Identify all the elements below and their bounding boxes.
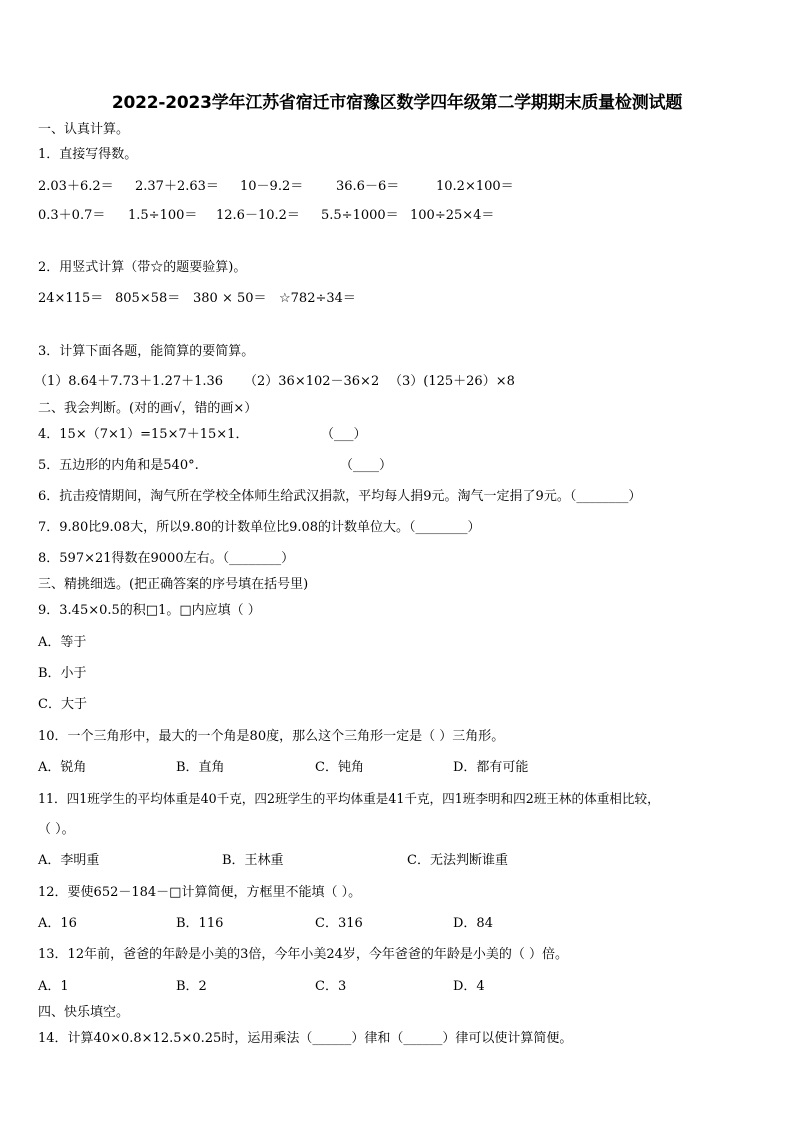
calc-item: ☆782÷34＝	[279, 291, 356, 306]
calc-item: 5.5÷1000＝	[321, 208, 399, 223]
question-text: 5．五边形的内角和是540°.	[38, 458, 199, 473]
question-11: 11．四1班学生的平均体重是40千克，四2班学生的平均体重是41千克，四1班李明和四2班王林的体重相比较，	[38, 791, 660, 806]
calc-item: （1）8.64＋7.73＋1.27＋1.36	[34, 374, 224, 389]
option-c: C．316	[315, 916, 363, 931]
calc-item: 24×115＝	[38, 291, 104, 306]
page-title: 2022-2023学年江苏省宿迁市宿豫区数学四年级第二学期期末质量检测试题	[111, 93, 683, 113]
question-6: 6．抗击疫情期间，淘气所在学校全体师生给武汉捐款，平均每人捐9元。淘气一定捐了9元。（________）	[38, 489, 642, 504]
option-a: A．等于	[38, 635, 87, 650]
question-2: 2．用竖式计算（带☆的题要验算)。	[38, 260, 247, 275]
option-b: B．116	[176, 916, 224, 931]
calc-item: 100÷25×4＝	[410, 208, 495, 223]
question-text: 4．15×（7×1）=15×7＋15×1．	[38, 427, 249, 442]
option-c: C．钝角	[315, 760, 364, 775]
calc-item: 805×58＝	[115, 291, 181, 306]
calc-item: （2）36×102－36×2	[244, 374, 380, 389]
calc-item: （3）(125＋26）×8	[389, 374, 515, 389]
section-2-heading: 二、我会判断。(对的画√，错的画×）	[38, 401, 258, 416]
calc-item: 36.6－6＝	[336, 179, 400, 194]
option-d: D．4	[453, 979, 485, 994]
option-a: A．16	[38, 916, 77, 931]
question-11-continuation: （ ）。	[38, 822, 75, 837]
option-b: B．王林重	[222, 853, 284, 868]
calc-item: 10.2×100＝	[436, 179, 514, 194]
question-12: 12．要使652－184－□计算简便，方框里不能填（ ）。	[38, 885, 362, 900]
section-1-heading: 一、认真计算。	[38, 122, 130, 137]
calc-item: 12.6－10.2＝	[216, 208, 300, 223]
answer-paren: （____）	[340, 458, 393, 473]
calc-item: 0.3＋0.7＝	[38, 208, 106, 223]
question-3: 3．计算下面各题，能简算的要简算。	[38, 344, 255, 359]
calc-item: 10－9.2＝	[240, 179, 304, 194]
calc-item: 1.5÷100＝	[128, 208, 198, 223]
question-13: 13．12年前，爸爸的年龄是小美的3倍，今年小美24岁，今年爸爸的年龄是小美的（ ）倍。	[38, 947, 569, 962]
option-b: B．小于	[38, 666, 87, 681]
option-d: D．都有可能	[453, 760, 529, 775]
calc-item: 2.03＋6.2＝	[38, 179, 114, 194]
option-a: A．1	[38, 979, 69, 994]
calc-item: 2.37＋2.63＝	[135, 179, 219, 194]
question-9: 9．3.45×0.5的积□1。□内应填（ ）	[38, 603, 261, 618]
question-8: 8．597×21得数在9000左右。（________）	[38, 551, 295, 566]
option-b: B．2	[176, 979, 207, 994]
section-3-heading: 三、精挑细选。(把正确答案的序号填在括号里)	[38, 577, 309, 592]
answer-paren: （___）	[321, 427, 367, 442]
option-b: B．直角	[176, 760, 225, 775]
question-1: 1．直接写得数。	[38, 147, 138, 162]
option-d: D．84	[453, 916, 493, 931]
option-c: C．3	[315, 979, 347, 994]
question-10: 10．一个三角形中，最大的一个角是80度，那么这个三角形一定是（ ）三角形。	[38, 729, 505, 744]
option-c: C．无法判断谁重	[407, 853, 508, 868]
calc-item: 380 × 50＝	[193, 291, 267, 306]
section-4-heading: 四、快乐填空。	[38, 1005, 130, 1020]
question-7: 7．9.80比9.08大，所以9.80的计数单位比9.08的计数单位大。（________）	[38, 520, 481, 535]
option-a: A．锐角	[38, 760, 87, 775]
question-14: 14．计算40×0.8×12.5×0.25时，运用乘法（______）律和（______）律可以使计算简便。	[38, 1031, 573, 1046]
option-c: C．大于	[38, 697, 87, 712]
option-a: A．李明重	[38, 853, 100, 868]
